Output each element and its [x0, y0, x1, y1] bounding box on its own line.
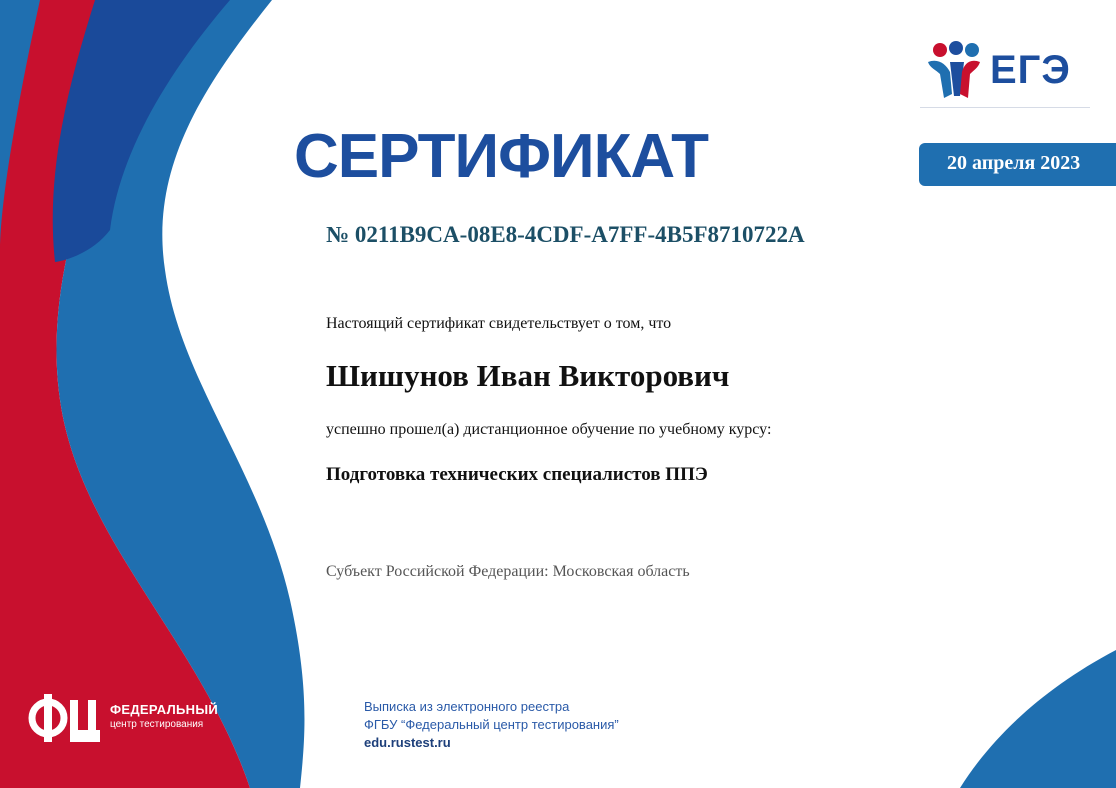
intro-text: Настоящий сертификат свидетельствует о том, что [326, 315, 672, 332]
date-badge [919, 143, 1116, 186]
ftc-logo [26, 690, 226, 750]
course-name: Подготовка технических специалистов ППЭ [326, 464, 708, 485]
registry-line-1: Выписка из электронного реестра [364, 699, 570, 714]
completion-text: успешно прошел(а) дистанционное обучение по учебному курсу: [326, 421, 772, 438]
ege-logo-underline [920, 107, 1090, 108]
region-text: Субъект Российской Федерации: Московская область [326, 563, 690, 580]
ftc-logo-name: ФЕДЕРАЛЬНЫЙ [110, 702, 218, 717]
registry-line-2: ФГБУ “Федеральный центр тестирования” [364, 717, 619, 732]
ege-people-icon [920, 40, 988, 102]
ftc-logo-subtitle: центр тестирования [110, 719, 204, 730]
ege-logo [920, 38, 1090, 110]
certificate-number: № 0211B9CA-08E8-4CDF-A7FF-4B5F8710722A [326, 222, 805, 247]
certificate-date: 20 апреля 2023 [947, 152, 1081, 174]
recipient-name: Шишунов Иван Викторович [326, 358, 730, 393]
ege-logo-text: ЕГЭ [990, 48, 1071, 92]
registry-url-link[interactable]: edu.rustest.ru [364, 735, 451, 750]
registry-footer [364, 698, 619, 752]
ftc-emblem-icon [26, 690, 104, 746]
corner-blue-wave [960, 650, 1116, 788]
certificate-title: СЕРТИФИКАТ [294, 122, 708, 191]
